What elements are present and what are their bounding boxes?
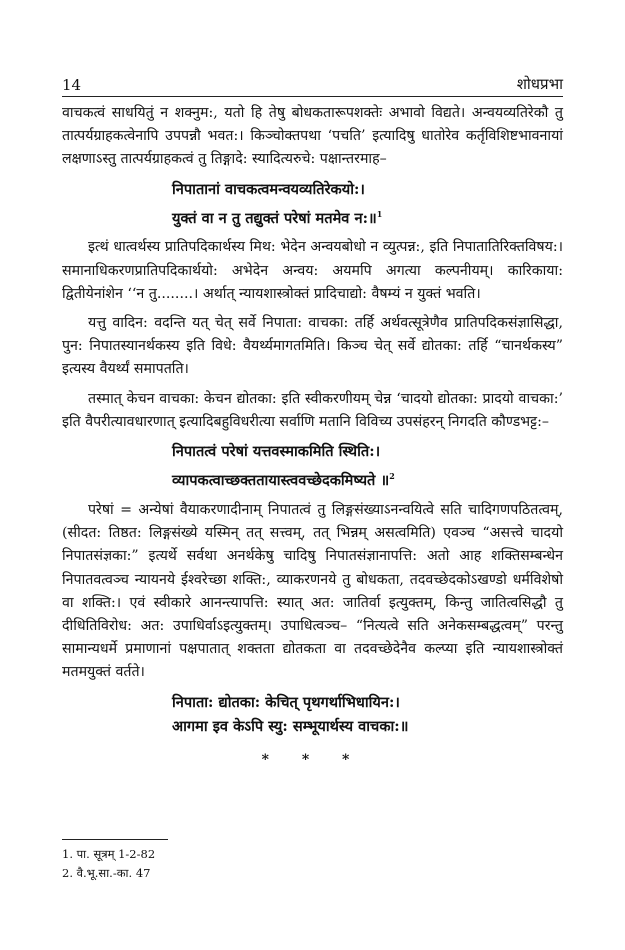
verse-line: निपाता: द्योतका: केचित् पृथगर्थाभिधायिन:। <box>172 693 400 711</box>
page-body <box>62 102 563 772</box>
verse-line: निपातत्वं परेषां यत्तवस्माकमिति स्थिति:। <box>172 443 381 461</box>
header-rule <box>62 96 563 97</box>
footnote-ref: 1 <box>376 208 383 219</box>
page-header <box>62 72 563 94</box>
paragraph: तस्मात् केचन वाचका: केचन द्योतका: इति स्वीकरणीयम् चेन्न ‘चादयो द्योतका: प्रादयो वाचका:’ इति वैपरीत्यावधारणात् इत्यादिबहुविधरीत्या सर्वाणि मतानि विविच्य उपसंहरन् निगदति कौण्डभट्ट:– <box>62 390 563 430</box>
verse-block <box>62 691 563 739</box>
paragraph: यत्तु वादिन: वदन्ति यत् चेत् सर्वे निपाता: वाचका: तर्हि अर्थवत्सूत्रेणैव प्रातिपदिकसंज्ञासिद्धा, पुन: निपातस्यानर्थकस्य इति विधे: वैयर्थ्यमागतमिति। किञ्च चेत् सर्वे द्योतका: तर्हि “चानर्थकस्य” इत्यस्य वैयर्थ्यं समापतति। <box>62 315 563 378</box>
footnote-rule <box>62 839 168 840</box>
verse-line-2 <box>62 464 563 493</box>
page-number: 14 <box>62 76 82 94</box>
paragraph: परेषां = अन्येषां वैयाकरणादीनाम् निपातत्वं तु लिङ्गसंख्याऽनन्वयित्वे सति चादिगणपठितत्वम्, (सीदत: तिष्ठत: लिङ्गसंख्ये यस्मिन् तत् सत्त्वम्, तत् भिन्नम् असत्वमिति) एवञ्च “असत्त्वे चादयो निपातसंज्ञका:” इत्यर्थे सर्वथा अनर्थकेषु चादिषु निपातसंज्ञानापत्ति: अतो आह शक्तिसम्बन्धेन निपातवत्वञ्च न्यायनये ईश्वरेच्छा शक्ति:, व्याकरणनये तु बोधकता, तदवच्छेदकोऽखण्डो धर्मविशेषो वा शक्ति:। एवं स्वीकारे आनन्त्यापत्ति: स्यात् अत: जातिर्वा इत्युक्तम्, किन्तु जातित्वसिद्धौ तु दीधितिविरोध: अत: उपाधिर्वाऽइत्युक्तम्। उपाधित्वञ्च– “नित्यत्वे सति अनेकसम्बद्धत्वम्” परन्तु सामान्यधर्मे प्रमाणानां पक्षपातात् शक्तता द्योतकता वा तदवच्छेदेनैव कल्प्या इति न्यायशास्त्रोक्तं मतमयुक्तं वर्तते। <box>62 501 563 681</box>
verse-block <box>62 178 563 231</box>
footnote-ref: 2 <box>389 471 395 482</box>
verse-line-text: युक्तं वा न तु तद्युक्तं परेषां मतमेव न:॥ <box>172 209 377 227</box>
verse-line: आगमा इव केऽपि स्यु: सम्भूयार्थस्य वाचका:॥ <box>172 717 409 735</box>
footnote: 2. वै.भू.सा.-का. 47 <box>62 866 151 880</box>
verse-line: निपातानां वाचकत्वमन्वयव्यतिरेकयो:। <box>172 180 365 198</box>
paragraph: वाचकत्वं साधयितुं न शक्नुम:, यतो हि तेषु बोधकतारूपशक्तेः अभावो विद्यते। अन्वयव्यतिरेकौ तु तात्पर्यग्राहकत्वेनापि उपपन्नौ भवत:। किञ्चोक्तपथा ‘पचति’ इत्यादिषु धातोरेव कर्तृविशिष्टभावनायां लक्षणाऽस्तु तात्पर्यग्राहकत्वं तु तिङ्गादे: स्यादित्यरुचे: पक्षान्तरमाह– <box>62 105 563 168</box>
journal-title: शोधप्रभा <box>516 75 563 93</box>
footnote: 1. पा. सूत्रम् 1-2-82 <box>62 847 156 861</box>
verse-line-text: व्यापकत्वाच्छक्ततायास्त्ववच्छेदकमिष्यते ॥ <box>172 471 390 489</box>
verse-line-2 <box>62 202 563 231</box>
section-separator: * * * <box>261 751 364 768</box>
footnotes <box>62 845 155 883</box>
verse-block <box>62 440 563 493</box>
paragraph: इत्थं धात्वर्थस्य प्रातिपदिकार्थस्य मिथ: भेदेन अन्वयबोधो न व्युत्पन्न:, इति निपातातिरिक्तविषय:। समानाधिकरणप्रातिपदिकार्थयो: अभेदेन अन्वय: अयमपि अगत्या कल्पनीयम्। कारिकाया: द्वितीयेनांशेन ‘‘न तु........। अर्थात् न्यायशास्त्रोक्तं प्रादिचाद्यो: वैषम्यं न युक्तं भवति। <box>62 239 563 302</box>
